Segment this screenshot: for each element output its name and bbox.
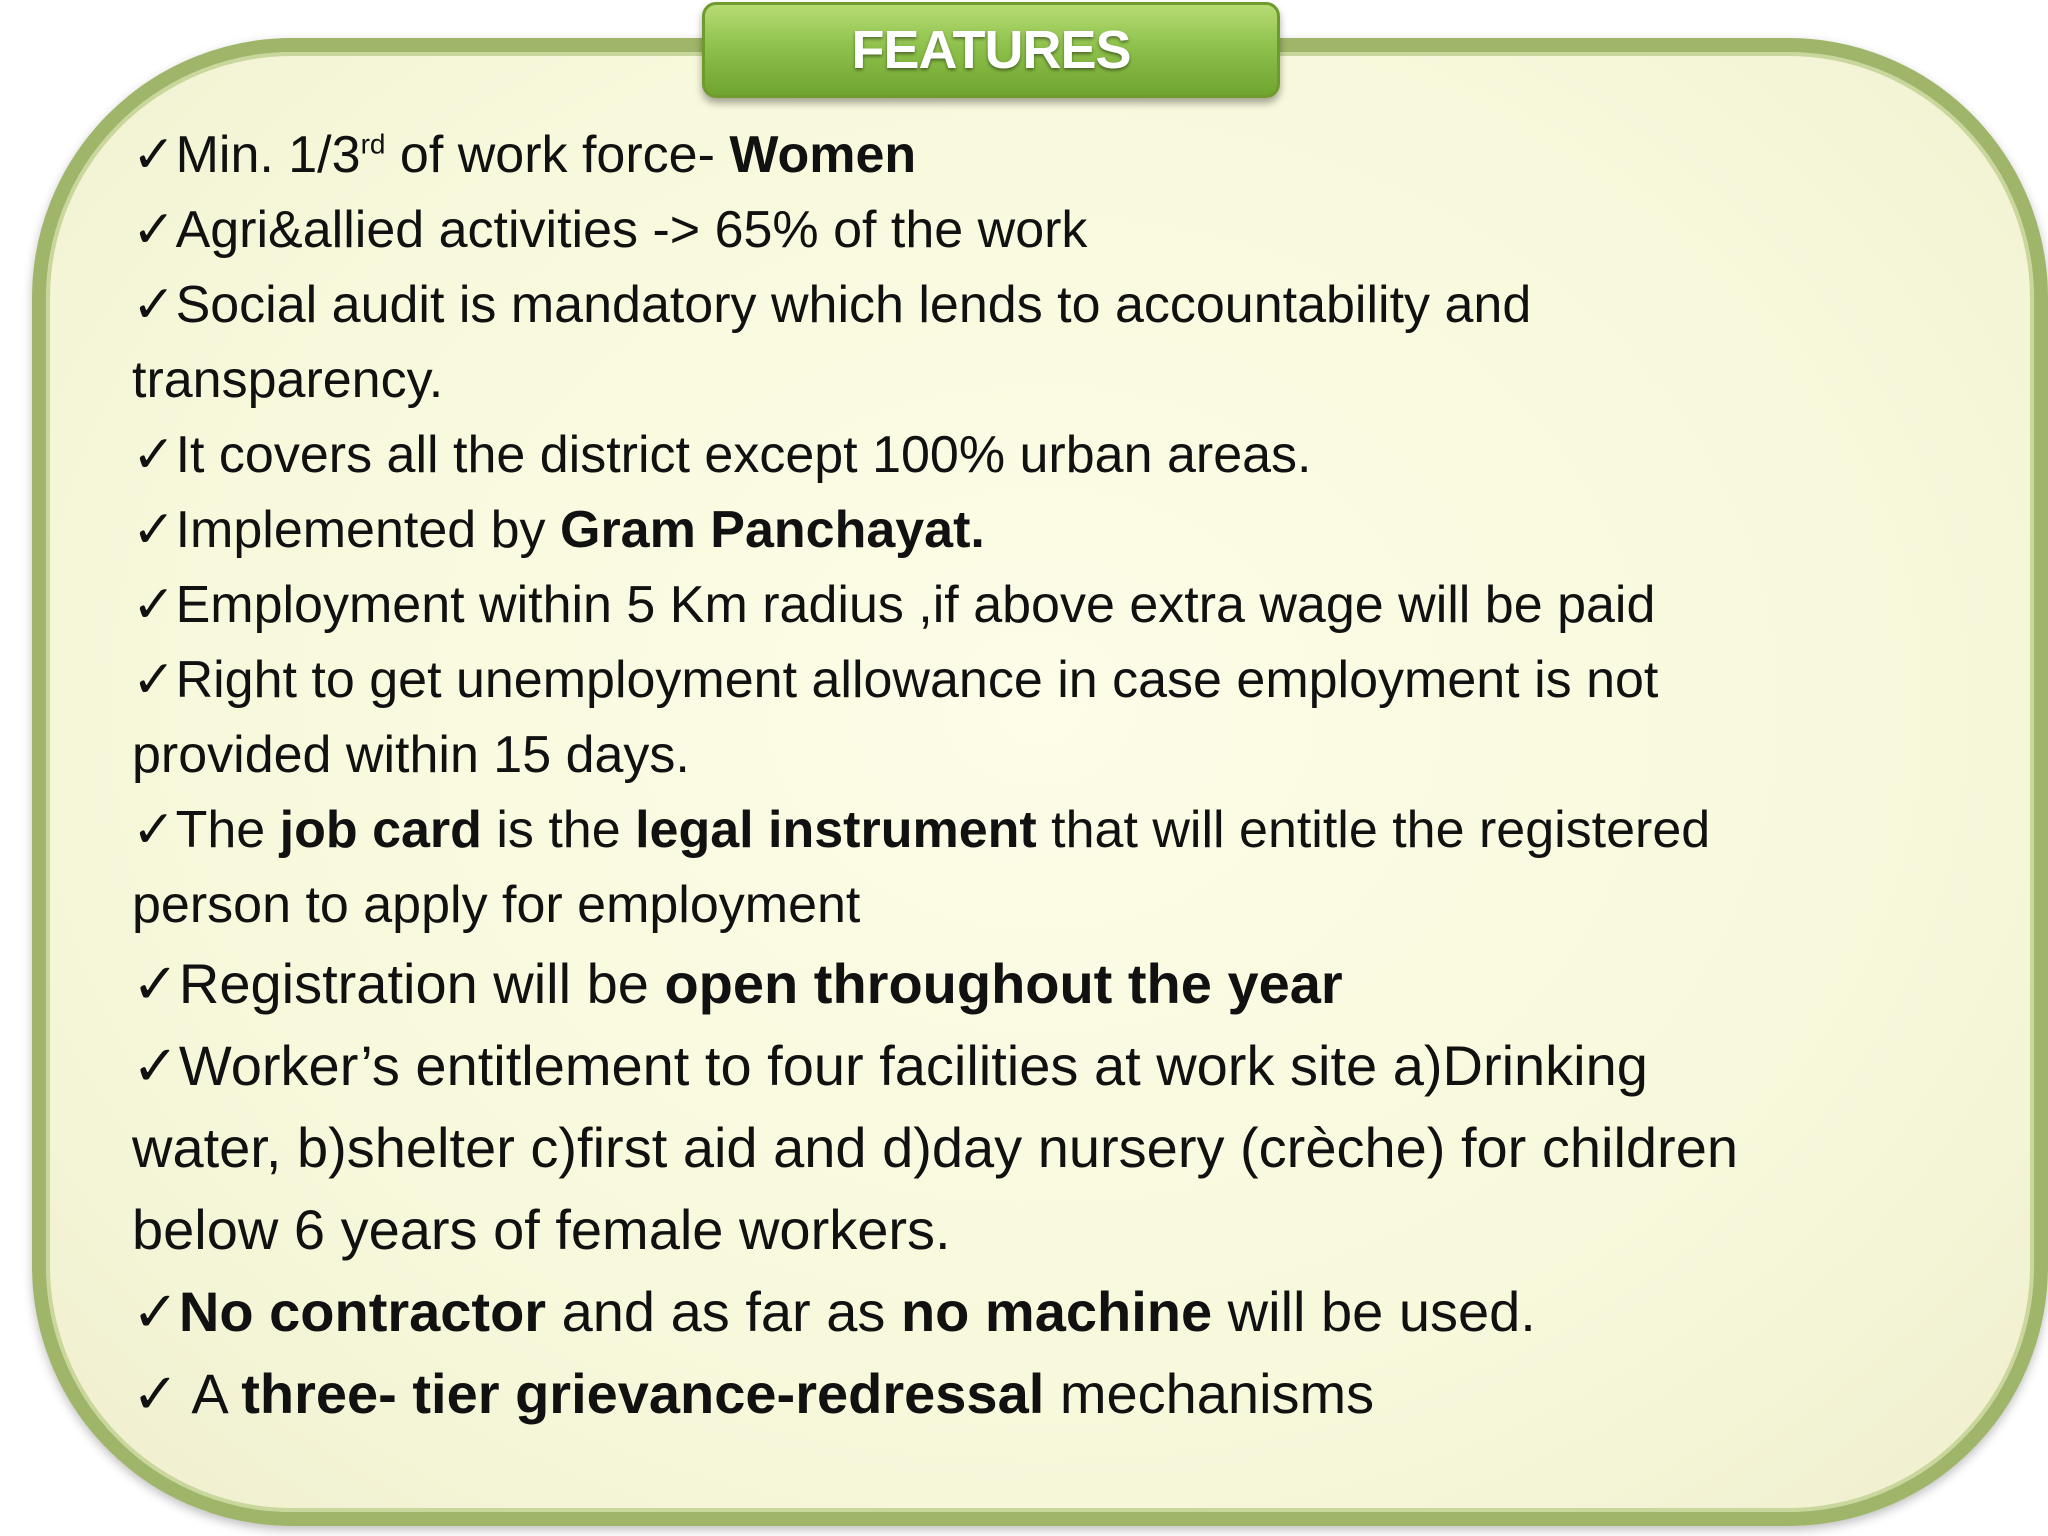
feature-list bbox=[132, 118, 1972, 1435]
checkmark-icon: ✓ bbox=[132, 651, 176, 709]
checkmark-icon: ✓ bbox=[132, 126, 176, 184]
list-item: ✓Social audit is mandatory which lends to accountability and bbox=[132, 268, 1972, 343]
list-item: ✓Min. 1/3rd of work force- Women bbox=[132, 118, 1972, 193]
list-item: ✓No contractor and as far as no machine will be used. bbox=[132, 1271, 1972, 1353]
checkmark-icon: ✓ bbox=[132, 1280, 179, 1343]
checkmark-icon: ✓ bbox=[132, 801, 176, 859]
list-item: ✓The job card is the legal instrument that will entitle the registered bbox=[132, 793, 1972, 868]
list-item: ✓Implemented by Gram Panchayat. bbox=[132, 493, 1972, 568]
list-item-continuation: person to apply for employment bbox=[132, 876, 861, 934]
checkmark-icon: ✓ bbox=[132, 1034, 179, 1097]
list-item: ✓Right to get unemployment allowance in case employment is not bbox=[132, 643, 1972, 718]
list-item-continuation: transparency. bbox=[132, 351, 444, 409]
checkmark-icon: ✓ bbox=[132, 201, 176, 259]
checkmark-icon: ✓ bbox=[132, 576, 176, 634]
checkmark-icon: ✓ bbox=[132, 501, 176, 559]
list-item: ✓Worker’s entitlement to four facilities at work site a)Drinking bbox=[132, 1025, 1972, 1107]
list-item: ✓Agri&allied activities -> 65% of the work bbox=[132, 193, 1972, 268]
list-item: ✓Employment within 5 Km radius ,if above extra wage will be paid bbox=[132, 568, 1972, 643]
features-title: FEATURES bbox=[851, 20, 1131, 80]
list-item: ✓ A three- tier grievance-redressal mechanisms bbox=[132, 1353, 1972, 1435]
checkmark-icon: ✓ bbox=[132, 952, 179, 1015]
checkmark-icon: ✓ bbox=[132, 276, 176, 334]
list-item-continuation: provided within 15 days. bbox=[132, 726, 690, 784]
checkmark-icon: ✓ bbox=[132, 426, 176, 484]
list-item: ✓It covers all the district except 100% urban areas. bbox=[132, 418, 1972, 493]
list-item-continuation: water, b)shelter c)first aid and d)day nursery (crèche) for children bbox=[132, 1116, 1738, 1179]
features-title-tab bbox=[702, 2, 1280, 98]
list-item: ✓Registration will be open throughout the year bbox=[132, 943, 1972, 1025]
list-item-continuation: below 6 years of female workers. bbox=[132, 1198, 951, 1261]
checkmark-icon: ✓ bbox=[132, 1362, 179, 1425]
